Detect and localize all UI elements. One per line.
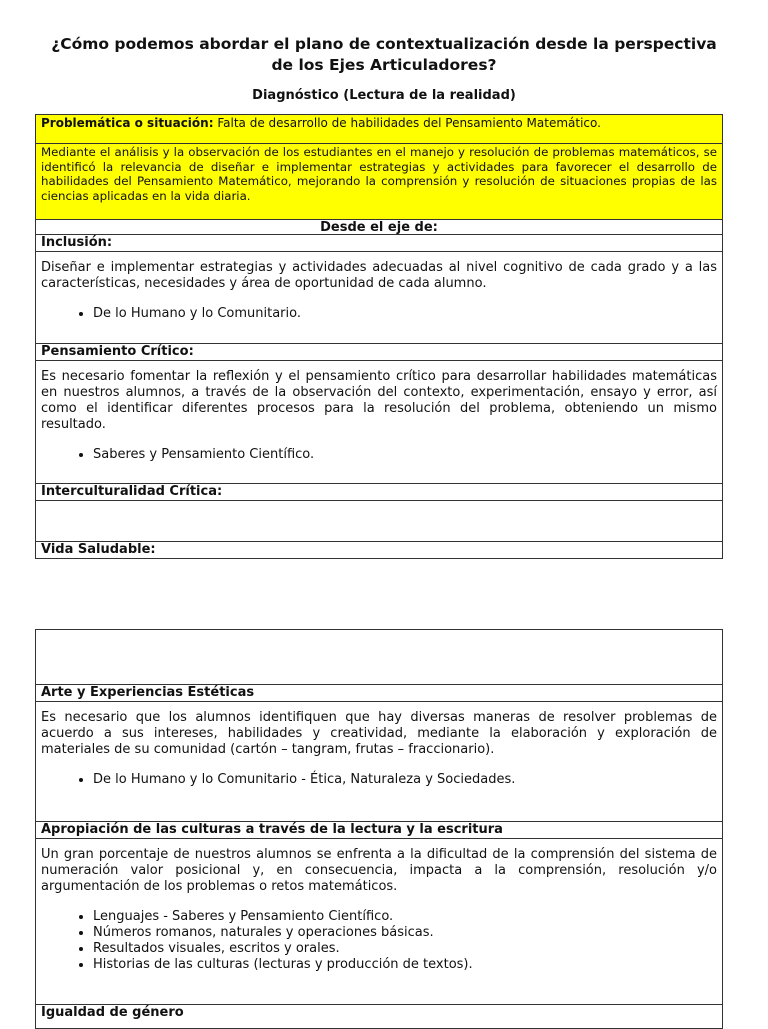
axis-header: Desde el eje de:: [36, 220, 722, 235]
critical-thinking-text: Es necesario fomentar la reflexión y el pensamiento crítico para desarrollar habilidades matemáticas en nuestros alumnos, a través de la observación del contexto, experimentación, ensayo y error, así como el identificar diferentes procesos para la resolución del problema, obteniendo un mismo resultado.: [41, 369, 717, 432]
arts-bullets: [41, 772, 717, 788]
list-item: • Números romanos, naturales y operaciones básicas.: [93, 925, 717, 941]
list-item: • De lo Humano y lo Comunitario.: [93, 306, 717, 322]
inclusion-bullets: [41, 306, 717, 322]
document-subtitle: Diagnóstico (Lectura de la realidad): [252, 88, 516, 103]
diagnosis-table-page-1: [35, 114, 723, 559]
gender-equality-label: Igualdad de género: [41, 1005, 184, 1020]
inclusion-label: Inclusión:: [36, 235, 722, 252]
list-item: • De lo Humano y lo Comunitario - Ética, Naturaleza y Sociedades.: [93, 772, 717, 788]
critical-thinking-section: [36, 361, 722, 484]
problem-row: [36, 115, 722, 144]
problem-description-row: [36, 144, 722, 220]
problem-text: Falta de desarrollo de habilidades del Pensamiento Matemático.: [217, 116, 601, 130]
document-title: ¿Cómo podemos abordar el plano de contextualización desde la perspectiva de los Ejes Articuladores?: [51, 35, 717, 74]
inclusion-text: Diseñar e implementar estrategias y actividades adecuadas al nivel cognitivo de cada grado y a las características, necesidades y área de oportunidad de cada alumno.: [41, 260, 717, 291]
list-item: • Historias de las culturas (lecturas y producción de textos).: [93, 957, 717, 973]
problem-label: Problemática o situación:: [41, 116, 214, 130]
arts-section: [36, 702, 722, 822]
critical-thinking-bullets: [41, 447, 717, 463]
list-item: • Resultados visuales, escritos y orales.: [93, 941, 717, 957]
problem-description: Mediante el análisis y la observación de los estudiantes en el manejo y resolución de problemas matemáticos, se identificó la relevancia de diseñar e implementar estrategias y actividades para favorecer el desarrollo de habilidades del Pensamiento Matemático, mejorando la comprensión y resolución de situaciones propias de las ciencias aplicadas en la vida diaria.: [41, 145, 717, 203]
reading-writing-section: [36, 839, 722, 1005]
reading-writing-text: Un gran porcentaje de nuestros alumnos se enfrenta a la dificultad de la comprensión del sistema de numeración valor posicional y, en consecuencia, impacta a la comprensión, resolución y/o argumentación de los problemas o retos matemáticos.: [41, 847, 717, 894]
reading-writing-bullets: [41, 909, 717, 973]
critical-thinking-label: Pensamiento Crítico:: [36, 344, 722, 361]
healthy-life-label: Vida Saludable:: [41, 542, 156, 557]
interculturality-label: Interculturalidad Crítica:: [36, 484, 722, 501]
reading-writing-label: Apropiación de las culturas a través de la lectura y la escritura: [36, 822, 722, 839]
inclusion-section: [36, 252, 722, 344]
list-item: • Saberes y Pensamiento Científico.: [93, 447, 717, 463]
healthy-life-section: [36, 630, 722, 685]
arts-label: Arte y Experiencias Estéticas: [36, 685, 722, 702]
diagnosis-table-page-2: [35, 629, 723, 1029]
arts-text: Es necesario que los alumnos identifiquen que hay diversas maneras de resolver problemas de acuerdo a sus intereses, habilidades y creatividad, mediante la elaboración y exploración de materiales de su comunidad (cartón – tangram, frutas – fraccionario).: [41, 710, 717, 757]
interculturality-section: [36, 501, 722, 542]
list-item: • Lenguajes - Saberes y Pensamiento Científico.: [93, 909, 717, 925]
